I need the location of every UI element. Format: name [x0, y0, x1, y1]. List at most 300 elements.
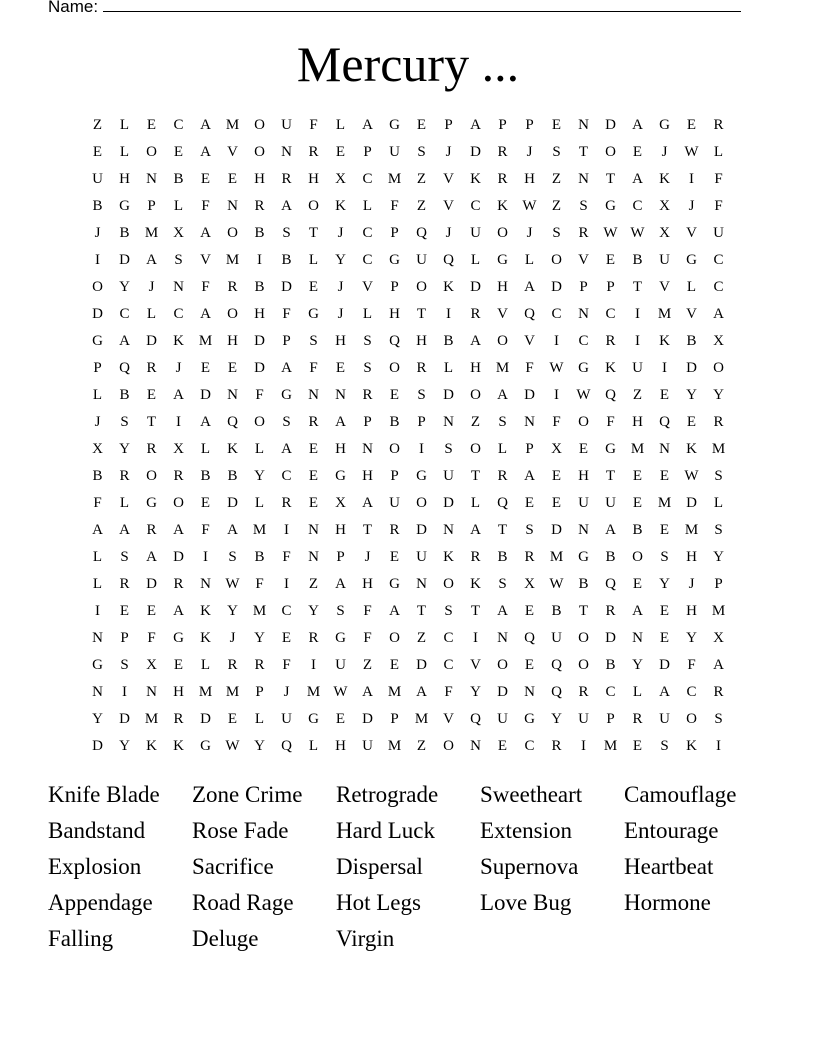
grid-cell: E — [200, 360, 211, 376]
grid-cell: N — [308, 387, 319, 403]
grid-cell: E — [146, 117, 157, 133]
grid-cell: Z — [416, 171, 427, 187]
grid-cell: I — [662, 360, 667, 376]
grid-cell: D — [605, 117, 616, 133]
grid-cell: R — [497, 171, 508, 187]
grid-cell: X — [146, 657, 157, 673]
grid-cell: C — [524, 738, 535, 754]
grid-cell: M — [387, 684, 402, 700]
grid-cell: H — [416, 333, 427, 349]
grid-cell: Q — [443, 252, 454, 268]
grid-cell: E — [632, 738, 643, 754]
grid-cell: T — [632, 279, 643, 295]
grid-cell: B — [605, 657, 616, 673]
grid-cell: F — [606, 414, 615, 430]
grid-cell: C — [281, 468, 292, 484]
grid-cell: D — [92, 738, 103, 754]
grid-cell: N — [227, 198, 238, 214]
grid-cell: R — [227, 657, 238, 673]
word-list-item: Hot Legs — [336, 890, 421, 915]
grid-cell: D — [659, 657, 670, 673]
grid-cell: Y — [470, 684, 481, 700]
grid-cell: F — [255, 576, 264, 592]
grid-cell: Y — [254, 738, 265, 754]
grid-cell: R — [254, 198, 265, 214]
grid-cell: Q — [281, 738, 292, 754]
grid-cell: F — [309, 360, 318, 376]
grid-cell: C — [470, 198, 481, 214]
grid-cell: B — [92, 198, 103, 214]
grid-cell: G — [416, 468, 427, 484]
grid-cell: Y — [686, 630, 697, 646]
grid-cell: K — [173, 333, 184, 349]
grid-cell: L — [713, 495, 724, 511]
grid-cell: Q — [470, 711, 481, 727]
grid-cell: T — [308, 225, 319, 241]
grid-cell: F — [201, 522, 210, 538]
grid-cell: Z — [92, 117, 103, 133]
grid-cell: L — [308, 738, 319, 754]
grid-cell: K — [605, 360, 616, 376]
grid-row — [84, 736, 732, 763]
grid-cell: X — [659, 198, 670, 214]
grid-cell: E — [281, 630, 292, 646]
grid-cell: G — [173, 630, 184, 646]
grid-cell: I — [689, 171, 694, 187]
grid-cell: N — [632, 630, 643, 646]
grid-cell: O — [578, 657, 589, 673]
grid-cell: R — [524, 549, 535, 565]
grid-cell: C — [551, 306, 562, 322]
grid-row — [84, 169, 732, 196]
word-list-item: Explosion — [48, 854, 142, 879]
grid-cell: L — [254, 711, 265, 727]
word-list-item: Supernova — [480, 854, 579, 879]
grid-cell: E — [335, 711, 346, 727]
grid-cell: A — [173, 387, 184, 403]
grid-cell: I — [419, 441, 424, 457]
word-list-item: Rose Fade — [192, 818, 289, 843]
grid-cell: E — [524, 657, 535, 673]
word-list-item: Virgin — [336, 926, 395, 951]
grid-cell: E — [389, 549, 400, 565]
grid-cell: A — [335, 576, 346, 592]
grid-cell: P — [525, 441, 534, 457]
grid-cell: D — [416, 522, 427, 538]
grid-cell: O — [389, 360, 400, 376]
grid-cell: O — [470, 387, 481, 403]
grid-cell: U — [497, 711, 508, 727]
grid-cell: M — [252, 603, 267, 619]
grid-cell: I — [311, 657, 316, 673]
grid-cell: T — [497, 522, 508, 538]
word-list-item: Falling — [48, 926, 114, 951]
grid-cell: A — [173, 603, 184, 619]
grid-cell: I — [554, 333, 559, 349]
grid-cell: U — [578, 495, 589, 511]
grid-cell: N — [524, 684, 535, 700]
grid-cell: E — [524, 495, 535, 511]
grid-cell: C — [281, 603, 292, 619]
grid-cell: O — [227, 225, 238, 241]
grid-cell: F — [201, 198, 210, 214]
grid-cell: D — [443, 495, 454, 511]
grid-cell: V — [524, 333, 535, 349]
grid-cell: V — [362, 279, 373, 295]
grid-cell: V — [578, 252, 589, 268]
grid-cell: A — [659, 684, 670, 700]
grid-cell: D — [146, 333, 157, 349]
grid-cell: D — [470, 279, 481, 295]
grid-cell: D — [686, 360, 697, 376]
grid-cell: I — [554, 387, 559, 403]
word-list — [48, 780, 768, 953]
grid-cell: A — [497, 603, 508, 619]
grid-cell: R — [362, 387, 373, 403]
grid-cell: R — [578, 684, 589, 700]
grid-cell: P — [498, 117, 507, 133]
grid-cell: R — [389, 522, 400, 538]
grid-cell: R — [281, 495, 292, 511]
grid-cell: S — [660, 549, 669, 565]
grid-cell: H — [578, 468, 589, 484]
grid-cell: N — [416, 576, 427, 592]
grid-cell: C — [605, 684, 616, 700]
grid-cell: A — [470, 117, 481, 133]
grid-cell: U — [362, 738, 373, 754]
grid-cell: B — [119, 225, 130, 241]
grid-cell: S — [309, 333, 318, 349]
grid-cell: K — [335, 198, 346, 214]
grid-cell: D — [119, 252, 130, 268]
grid-cell: S — [498, 576, 507, 592]
grid-cell: B — [119, 387, 130, 403]
grid-cell: H — [254, 171, 265, 187]
grid-cell: I — [257, 252, 262, 268]
grid-cell: A — [173, 522, 184, 538]
grid-cell: O — [470, 441, 481, 457]
grid-cell: H — [497, 279, 508, 295]
grid-cell: G — [659, 117, 670, 133]
grid-cell: S — [120, 414, 129, 430]
grid-cell: V — [686, 306, 697, 322]
grid-row — [84, 331, 732, 358]
grid-cell: A — [389, 603, 400, 619]
grid-cell: M — [684, 522, 699, 538]
grid-cell: N — [335, 387, 346, 403]
grid-cell: E — [416, 117, 427, 133]
grid-cell: H — [173, 684, 184, 700]
grid-cell: M — [414, 711, 429, 727]
grid-cell: N — [362, 441, 373, 457]
grid-cell: K — [443, 549, 454, 565]
grid-cell: P — [93, 360, 102, 376]
grid-cell: S — [228, 549, 237, 565]
grid-cell: A — [227, 522, 238, 538]
grid-cell: A — [632, 171, 643, 187]
grid-cell: E — [173, 657, 184, 673]
grid-cell: R — [308, 144, 319, 160]
grid-cell: E — [308, 279, 319, 295]
grid-cell: P — [579, 279, 588, 295]
grid-cell: O — [497, 333, 508, 349]
grid-cell: M — [657, 306, 672, 322]
grid-cell: T — [416, 306, 427, 322]
grid-cell: J — [337, 306, 344, 322]
grid-cell: X — [335, 171, 346, 187]
grid-cell: L — [362, 198, 373, 214]
grid-cell: H — [335, 738, 346, 754]
grid-cell: F — [363, 630, 372, 646]
grid-cell: P — [390, 468, 399, 484]
grid-cell: M — [711, 603, 726, 619]
grid-cell: N — [578, 306, 589, 322]
grid-cell: R — [227, 279, 238, 295]
grid-cell: O — [254, 414, 265, 430]
grid-cell: S — [714, 522, 723, 538]
grid-cell: Q — [659, 414, 670, 430]
grid-cell: O — [254, 117, 265, 133]
grid-cell: D — [227, 495, 238, 511]
grid-cell: L — [632, 684, 643, 700]
grid-cell: X — [173, 225, 184, 241]
grid-cell: Y — [227, 603, 238, 619]
grid-cell: Y — [254, 468, 265, 484]
grid-cell: M — [630, 441, 645, 457]
grid-cell: D — [416, 657, 427, 673]
grid-cell: V — [443, 198, 454, 214]
grid-cell: O — [551, 252, 562, 268]
grid-cell: M — [306, 684, 321, 700]
grid-cell: R — [470, 549, 481, 565]
grid-cell: A — [281, 441, 292, 457]
grid-cell: L — [686, 279, 697, 295]
grid-cell: V — [686, 225, 697, 241]
grid-cell: N — [146, 684, 157, 700]
grid-cell: G — [389, 252, 400, 268]
grid-cell: O — [632, 549, 643, 565]
grid-row — [84, 547, 732, 574]
grid-cell: E — [632, 468, 643, 484]
grid-cell: B — [632, 522, 643, 538]
grid-cell: O — [443, 576, 454, 592]
grid-cell: N — [227, 387, 238, 403]
grid-cell: E — [659, 522, 670, 538]
grid-cell: M — [387, 738, 402, 754]
grid-cell: E — [227, 171, 238, 187]
grid-cell: H — [389, 306, 400, 322]
grid-cell: E — [389, 387, 400, 403]
grid-cell: U — [281, 711, 292, 727]
grid-cell: A — [281, 198, 292, 214]
grid-cell: R — [713, 684, 724, 700]
grid-cell: F — [714, 198, 723, 214]
grid-cell: G — [497, 252, 508, 268]
grid-cell: A — [524, 468, 535, 484]
grid-cell: M — [225, 684, 240, 700]
grid-cell: E — [308, 468, 319, 484]
grid-cell: H — [632, 414, 643, 430]
grid-cell: K — [200, 630, 211, 646]
grid-cell: M — [495, 360, 510, 376]
grid-cell: D — [443, 387, 454, 403]
grid-cell: D — [605, 630, 616, 646]
grid-cell: Y — [119, 738, 130, 754]
grid-row — [84, 250, 732, 277]
grid-cell: F — [552, 414, 561, 430]
grid-cell: N — [659, 441, 670, 457]
grid-cell: I — [473, 630, 478, 646]
grid-cell: L — [146, 306, 157, 322]
grid-cell: Y — [308, 603, 319, 619]
grid-cell: J — [229, 630, 236, 646]
grid-cell: X — [335, 495, 346, 511]
grid-cell: G — [335, 630, 346, 646]
grid-cell: Y — [713, 549, 724, 565]
grid-cell: C — [362, 252, 373, 268]
grid-cell: L — [470, 495, 481, 511]
grid-cell: J — [148, 279, 155, 295]
grid-cell: U — [551, 630, 562, 646]
grid-cell: O — [497, 657, 508, 673]
grid-cell: S — [363, 360, 372, 376]
grid-cell: N — [578, 117, 589, 133]
grid-cell: Y — [335, 252, 346, 268]
grid-cell: X — [713, 630, 724, 646]
grid-cell: R — [173, 576, 184, 592]
grid-cell: W — [522, 198, 537, 214]
grid-cell: V — [443, 171, 454, 187]
grid-cell: R — [713, 414, 724, 430]
grid-cell: D — [551, 522, 562, 538]
grid-cell: F — [687, 657, 696, 673]
grid-cell: K — [686, 738, 697, 754]
grid-cell: P — [390, 279, 399, 295]
grid-cell: S — [579, 198, 588, 214]
grid-cell: B — [92, 468, 103, 484]
grid-cell: H — [308, 171, 319, 187]
grid-cell: L — [92, 387, 103, 403]
grid-cell: L — [92, 549, 103, 565]
grid-cell: J — [445, 225, 452, 241]
grid-cell: Q — [524, 306, 535, 322]
grid-cell: E — [119, 603, 130, 619]
grid-cell: N — [92, 684, 103, 700]
grid-cell: A — [362, 495, 373, 511]
grid-cell: D — [497, 684, 508, 700]
grid-cell: E — [659, 468, 670, 484]
grid-cell: B — [227, 468, 238, 484]
grid-cell: H — [362, 468, 373, 484]
grid-cell: Q — [416, 225, 427, 241]
grid-cell: O — [146, 468, 157, 484]
grid-cell: H — [686, 603, 697, 619]
grid-cell: E — [308, 441, 319, 457]
grid-cell: D — [119, 711, 130, 727]
grid-cell: K — [173, 738, 184, 754]
grid-cell: S — [498, 414, 507, 430]
grid-cell: R — [173, 711, 184, 727]
grid-cell: R — [308, 630, 319, 646]
grid-cell: O — [416, 495, 427, 511]
grid-cell: E — [497, 738, 508, 754]
grid-cell: M — [657, 495, 672, 511]
grid-cell: B — [254, 549, 265, 565]
grid-cell: A — [335, 414, 346, 430]
grid-cell: C — [443, 657, 454, 673]
grid-cell: R — [173, 468, 184, 484]
grid-cell: S — [282, 414, 291, 430]
grid-cell: X — [173, 441, 184, 457]
grid-cell: S — [120, 549, 129, 565]
word-list-item: Sacrifice — [192, 854, 274, 879]
grid-cell: B — [254, 279, 265, 295]
grid-cell: Q — [605, 387, 616, 403]
grid-cell: E — [146, 603, 157, 619]
grid-cell: Y — [659, 576, 670, 592]
grid-cell: E — [389, 657, 400, 673]
grid-cell: P — [417, 414, 426, 430]
grid-cell: Q — [119, 360, 130, 376]
grid-cell: B — [389, 414, 400, 430]
grid-cell: C — [713, 252, 724, 268]
grid-cell: N — [308, 522, 319, 538]
grid-cell: D — [281, 279, 292, 295]
grid-cell: F — [147, 630, 156, 646]
grid-cell: Q — [551, 684, 562, 700]
grid-cell: A — [119, 522, 130, 538]
grid-cell: Z — [308, 576, 319, 592]
grid-cell: D — [551, 279, 562, 295]
grid-cell: P — [336, 549, 345, 565]
grid-cell: R — [146, 522, 157, 538]
grid-cell: W — [333, 684, 348, 700]
grid-cell: A — [200, 117, 211, 133]
grid-row — [84, 196, 732, 223]
grid-cell: D — [200, 711, 211, 727]
grid-cell: Z — [551, 198, 562, 214]
grid-cell: G — [686, 252, 697, 268]
grid-cell: F — [390, 198, 399, 214]
grid-row — [84, 412, 732, 439]
grid-cell: K — [200, 603, 211, 619]
grid-cell: R — [497, 468, 508, 484]
grid-cell: C — [119, 306, 130, 322]
grid-cell: F — [525, 360, 534, 376]
grid-cell: E — [551, 468, 562, 484]
grid-cell: M — [252, 522, 267, 538]
grid-cell: C — [362, 225, 373, 241]
grid-row — [84, 385, 732, 412]
grid-cell: U — [605, 495, 616, 511]
grid-cell: Z — [632, 387, 643, 403]
grid-cell: G — [119, 198, 130, 214]
grid-cell: V — [470, 657, 481, 673]
grid-cell: R — [254, 657, 265, 673]
grid-cell: E — [632, 495, 643, 511]
grid-cell: E — [632, 576, 643, 592]
grid-cell: Y — [686, 387, 697, 403]
grid-cell: F — [309, 117, 318, 133]
grid-cell: L — [200, 441, 211, 457]
name-label: Name: — [48, 0, 99, 16]
grid-cell: Y — [254, 630, 265, 646]
grid-cell: K — [227, 441, 238, 457]
grid-cell: G — [200, 738, 211, 754]
word-list-item: Knife Blade — [48, 782, 160, 807]
grid-cell: M — [144, 711, 159, 727]
grid-cell: C — [713, 279, 724, 295]
